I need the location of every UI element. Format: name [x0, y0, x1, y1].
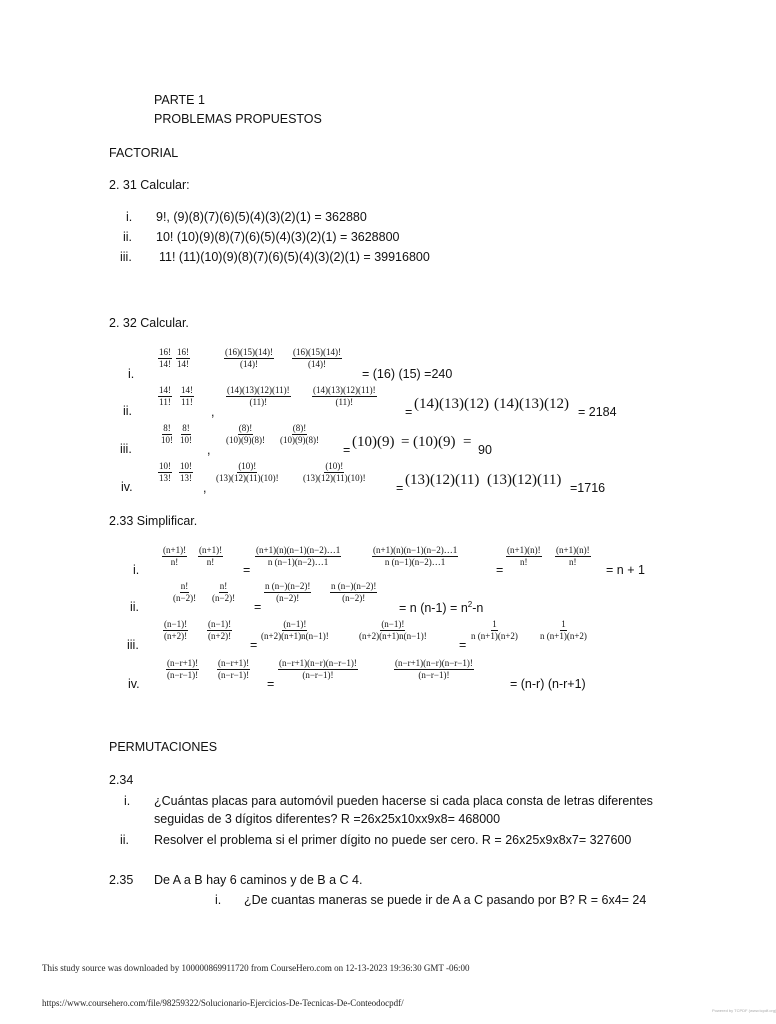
- fraction: [330, 581, 377, 604]
- item-text: 9!, (9)(8)(7)(6)(5)(4)(3)(2)(1) = 362880: [156, 210, 367, 224]
- fraction: [225, 423, 266, 446]
- fraction: [555, 545, 591, 568]
- simplified: (10)(9): [352, 434, 395, 450]
- item-text: ¿De cuantas maneras se puede ir de A a C pasando por B? R = 6x4= 24: [244, 893, 647, 907]
- result: 90: [478, 443, 492, 457]
- denominator: 13!: [180, 473, 192, 483]
- numerator: (10)!: [325, 461, 344, 471]
- download-notice: This study source was downloaded by 100000869911720 from CourseHero.com on 12-13-2023 19:36:30 GMT -06:00: [42, 963, 470, 973]
- numerator: (8)!: [238, 423, 253, 433]
- section-heading-permutaciones: PERMUTACIONES: [109, 740, 218, 754]
- fraction: [207, 619, 232, 642]
- fraction: [278, 658, 358, 681]
- numerator: 1: [561, 619, 566, 629]
- item-number: iv.: [128, 677, 140, 691]
- result: = (n-r) (n-r+1): [510, 677, 586, 691]
- item-number: ii.: [120, 833, 130, 847]
- fraction: [180, 385, 194, 408]
- item-number: iii.: [120, 250, 132, 264]
- numerator: 10!: [159, 461, 171, 471]
- denominator: (n−r−1)!: [418, 670, 450, 680]
- numerator: 8!: [182, 423, 190, 433]
- item-number: ii.: [130, 600, 140, 614]
- denominator: (10)(9)(8)!: [280, 435, 319, 445]
- fraction: [166, 658, 199, 681]
- fraction: [160, 423, 174, 446]
- denominator: 14!: [159, 359, 171, 369]
- denominator: n (n−1)(n−2)…1: [267, 557, 329, 567]
- denominator: n!: [520, 557, 528, 567]
- item-text: Resolver el problema si el primer dígito no puede ser cero. R = 26x25x9x8x7= 327600: [154, 833, 632, 847]
- numerator: (16)(15)(14)!: [293, 347, 341, 357]
- item-number: iv.: [121, 480, 133, 494]
- fraction: [312, 385, 377, 408]
- denominator: (n−r−1)!: [167, 670, 199, 680]
- fraction: [215, 461, 280, 484]
- numerator: 16!: [177, 347, 189, 357]
- denominator: n!: [206, 557, 215, 567]
- fraction: [179, 423, 193, 446]
- fraction: [292, 347, 342, 370]
- fraction: [176, 347, 190, 370]
- denominator: (13)(12)(11)(10)!: [303, 473, 366, 483]
- item-number: iii.: [127, 638, 139, 652]
- numerator: (n−1)!: [164, 619, 188, 629]
- item-number: ii.: [123, 230, 133, 244]
- item-number: i.: [133, 563, 140, 577]
- numerator: 16!: [159, 347, 171, 357]
- item-number: i.: [124, 794, 131, 808]
- denominator: (n+2)!: [164, 631, 188, 641]
- numerator: 1: [492, 619, 497, 629]
- numerator: (n−1)!: [381, 619, 405, 629]
- denominator: (n−2)!: [342, 593, 366, 603]
- numerator: n (n−)(n−2)!: [331, 581, 377, 591]
- fraction: [198, 545, 223, 568]
- fraction: [506, 545, 542, 568]
- fraction: [158, 347, 172, 370]
- simplified: (14)(13)(12): [414, 396, 489, 412]
- item-text: ¿Cuántas placas para automóvil pueden hacerse si cada placa consta de letras diferentes: [154, 794, 653, 808]
- result: =1716: [570, 481, 606, 495]
- simplified: (13)(12)(11): [487, 472, 562, 488]
- fraction: [302, 461, 367, 484]
- fraction: [358, 619, 428, 642]
- denominator: (n−2)!: [173, 593, 197, 603]
- denominator: (11)!: [335, 397, 354, 407]
- denominator: (n+2)(n+1)n(n−1)!: [261, 631, 329, 641]
- simplified: (10)(9): [413, 434, 456, 450]
- fraction: [158, 385, 172, 408]
- fraction: [211, 581, 236, 604]
- item-number: iii.: [120, 442, 132, 456]
- tcpdf-watermark: Powered by TCPDF (www.tcpdf.org): [712, 1008, 776, 1013]
- denominator: (11)!: [249, 397, 268, 407]
- fraction: [224, 347, 274, 370]
- numerator: (14)(13)(12)(11)!: [227, 385, 290, 395]
- result: = n $(n-1) = n^2-n$: [399, 600, 484, 616]
- fraction: [539, 619, 588, 642]
- fraction: [470, 619, 519, 642]
- numerator: (n−r+1)!: [167, 658, 199, 668]
- denominator: 14!: [177, 359, 189, 369]
- numerator: (8)!: [292, 423, 307, 433]
- fraction: [264, 581, 311, 604]
- numerator: (n−1)!: [283, 619, 307, 629]
- source-url[interactable]: https://www.coursehero.com/file/98259322/Solucionario-Ejercicios-De-Tecnicas-De-Conteodocpdf/: [42, 998, 404, 1008]
- numerator: (n−r+1)!: [218, 658, 250, 668]
- fraction: [163, 619, 188, 642]
- fraction: [255, 545, 341, 568]
- result: = 2184: [578, 405, 617, 419]
- denominator: (n−2)!: [276, 593, 300, 603]
- denominator: (n−r−1)!: [218, 670, 250, 680]
- denominator: 10!: [161, 435, 173, 445]
- problem-2-32-title: 2. 32 Calcular.: [109, 316, 189, 330]
- item-text: 10! (10)(9)(8)(7)(6)(5)(4)(3)(2)(1) = 3628800: [156, 230, 400, 244]
- numerator: (16)(15)(14)!: [225, 347, 273, 357]
- numerator: (n+1)(n)!: [556, 545, 590, 555]
- denominator: (10)(9)(8)!: [226, 435, 265, 445]
- numerator: (n+1)!: [199, 545, 223, 555]
- numerator: n!: [219, 581, 228, 591]
- problem-2-31-title: 2. 31 Calcular:: [109, 178, 190, 192]
- denominator: (14)!: [307, 359, 326, 369]
- fraction: [279, 423, 320, 446]
- fraction: [260, 619, 330, 642]
- fraction: [226, 385, 291, 408]
- fraction: [179, 461, 193, 484]
- numerator: (n+1)!: [163, 545, 187, 555]
- problem-2-35-intro: De A a B hay 6 caminos y de B a C 4.: [154, 873, 363, 887]
- fraction: [162, 545, 187, 568]
- numerator: n!: [180, 581, 189, 591]
- fraction: [394, 658, 474, 681]
- part-subtitle: PROBLEMAS PROPUESTOS: [154, 112, 322, 126]
- denominator: n!: [569, 557, 577, 567]
- item-number: i.: [128, 367, 135, 381]
- part-title: PARTE 1: [154, 93, 205, 107]
- numerator: (n+1)(n)(n−1)(n−2)…1: [256, 545, 341, 555]
- numerator: n (n−)(n−2)!: [265, 581, 311, 591]
- numerator: (14)(13)(12)(11)!: [313, 385, 376, 395]
- denominator: (n−r−1)!: [302, 670, 334, 680]
- section-heading-factorial: FACTORIAL: [109, 146, 179, 160]
- denominator: 11!: [181, 397, 193, 407]
- fraction: [217, 658, 250, 681]
- fraction: [158, 461, 172, 484]
- numerator: 14!: [159, 385, 171, 395]
- result: = n + 1: [606, 563, 645, 577]
- denominator: n!: [170, 557, 179, 567]
- denominator: (n+2)!: [208, 631, 232, 641]
- item-number: i.: [126, 210, 133, 224]
- problem-2-34-title: 2.34: [109, 773, 134, 787]
- numerator: 8!: [163, 423, 171, 433]
- item-text: 11! (11)(10)(9)(8)(7)(6)(5)(4)(3)(2)(1) = 39916800: [159, 250, 430, 264]
- item-text: seguidas de 3 dígitos diferentes? R =26x25x10xx9x8= 468000: [154, 812, 501, 826]
- numerator: (10)!: [238, 461, 257, 471]
- numerator: (n+1)(n)!: [507, 545, 541, 555]
- problem-2-35-title: 2.35: [109, 873, 134, 887]
- fraction: [172, 581, 197, 604]
- denominator: 10!: [180, 435, 192, 445]
- simplified: (14)(13)(12): [494, 396, 569, 412]
- denominator: 11!: [159, 397, 171, 407]
- result: = (16) (15) =240: [362, 367, 453, 381]
- denominator: (14)!: [239, 359, 258, 369]
- numerator: (n−r+1)(n−r)(n−r−1)!: [395, 658, 473, 668]
- item-number: i.: [215, 893, 222, 907]
- denominator: 13!: [159, 473, 171, 483]
- numerator: 10!: [180, 461, 192, 471]
- numerator: (n−1)!: [208, 619, 232, 629]
- numerator: (n−r+1)(n−r)(n−r−1)!: [279, 658, 357, 668]
- denominator: (n−2)!: [212, 593, 236, 603]
- denominator: n (n+1)(n+2): [471, 631, 518, 641]
- denominator: n (n−1)(n−2)…1: [384, 557, 446, 567]
- fraction: [372, 545, 458, 568]
- simplified: (13)(12)(11): [405, 472, 480, 488]
- denominator: (n+2)(n+1)n(n−1)!: [359, 631, 427, 641]
- numerator: 14!: [181, 385, 193, 395]
- denominator: n (n+1)(n+2): [540, 631, 587, 641]
- numerator: (n+1)(n)(n−1)(n−2)…1: [373, 545, 458, 555]
- denominator: (13)(12)(11)(10)!: [216, 473, 279, 483]
- problem-2-33-title: 2.33 Simplificar.: [109, 514, 198, 528]
- item-number: ii.: [123, 404, 133, 418]
